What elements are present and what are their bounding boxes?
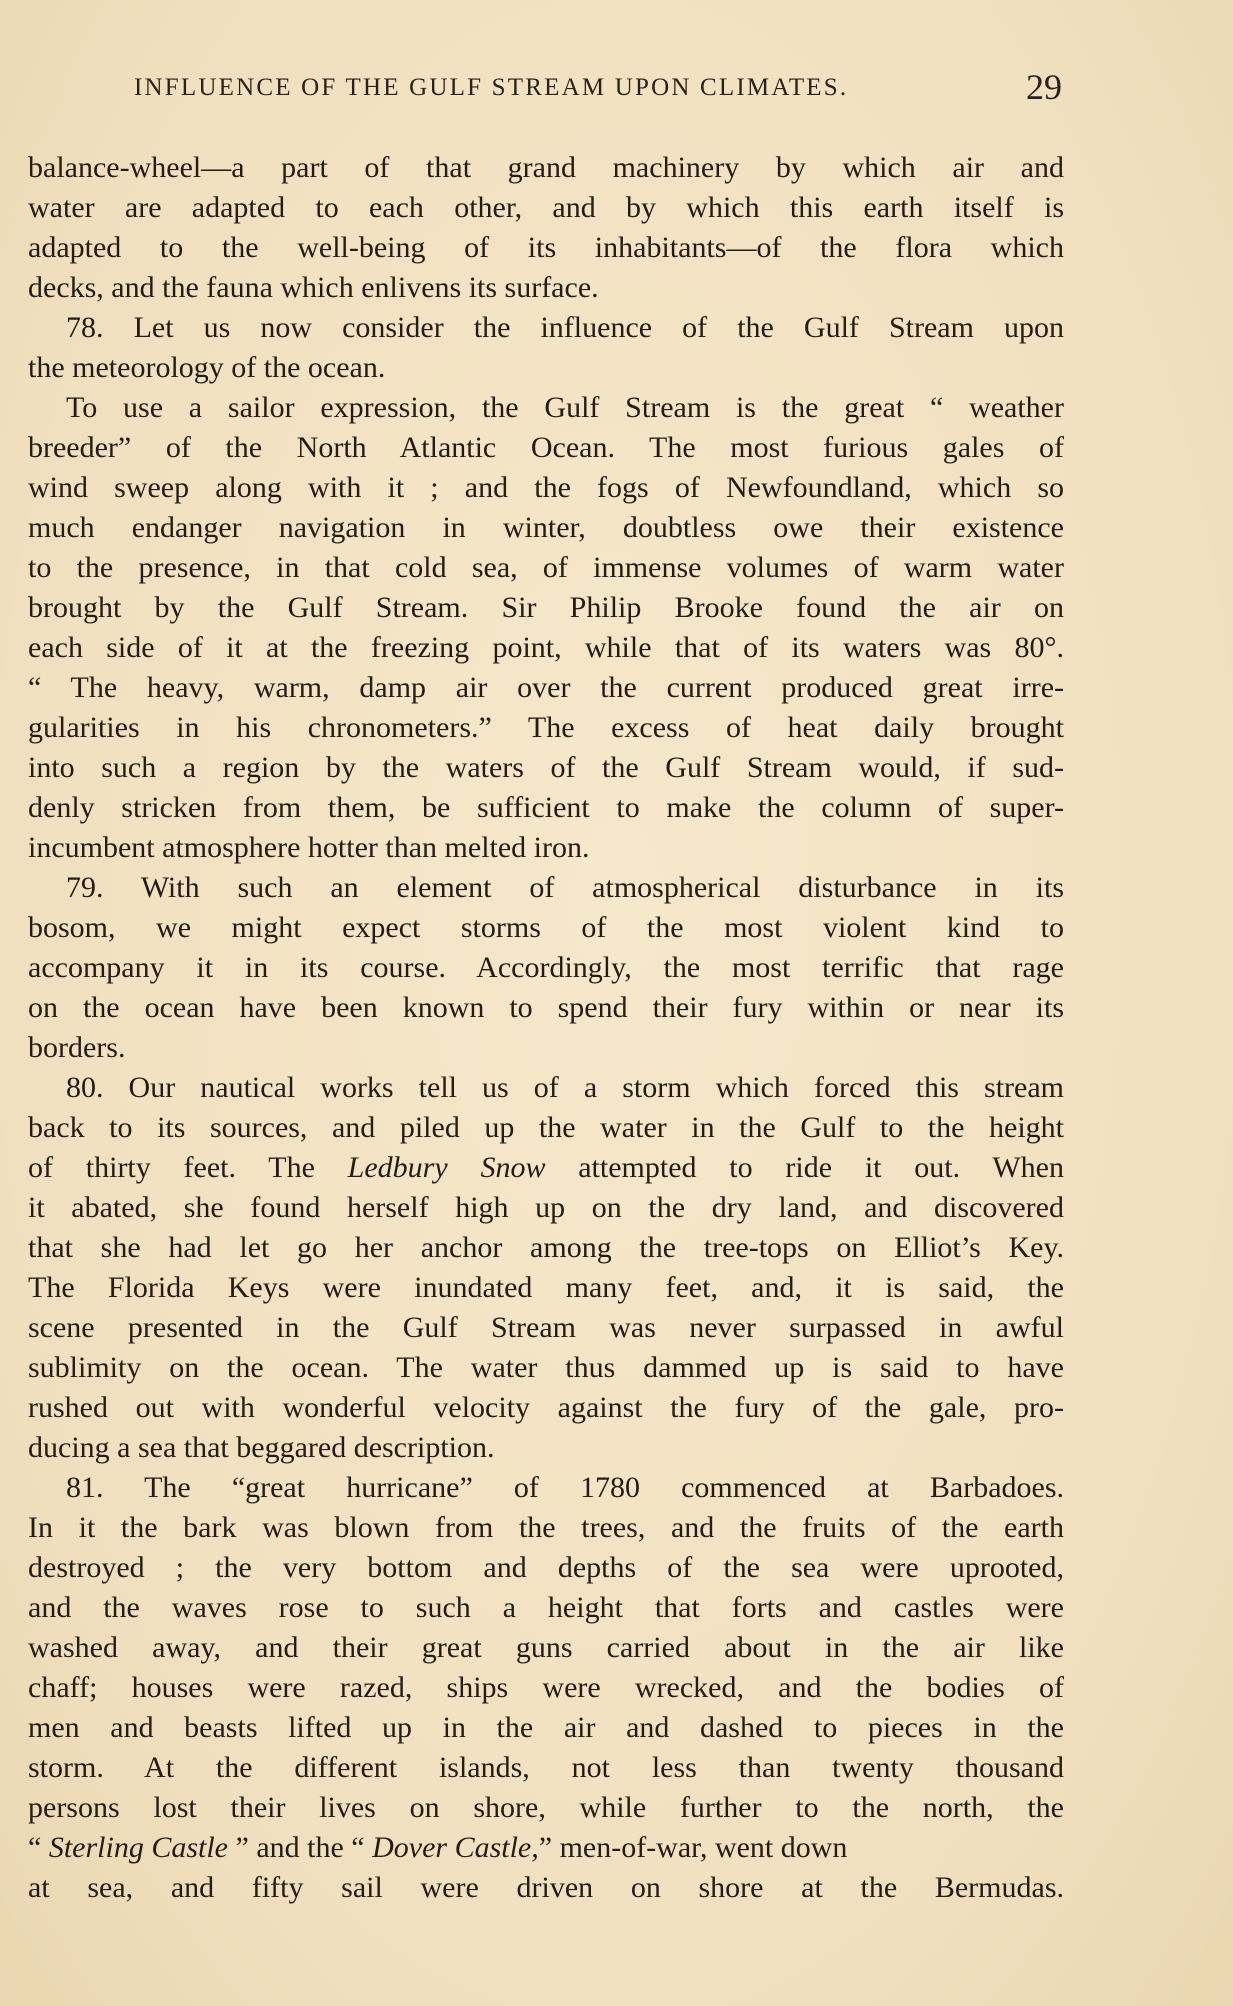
- text-line: [28, 588, 1064, 628]
- text-line: [28, 868, 1064, 908]
- text-line: [28, 668, 1064, 708]
- text-line: [28, 428, 1064, 468]
- text-line: [28, 148, 1064, 188]
- text-segment: “ The heavy, warm, damp air over the current produced great irre-: [28, 671, 1064, 704]
- text-segment: To use a sailor expression, the Gulf Stream is the great “ weather: [66, 391, 1064, 424]
- text-line: [28, 1348, 1064, 1388]
- text-line: [28, 1108, 1064, 1148]
- text-line: [28, 1428, 1064, 1468]
- text-segment: at sea, and fifty sail were driven on shore at the Bermudas.: [28, 1871, 1064, 1904]
- text-segment: bosom, we might expect storms of the most violent kind to: [28, 911, 1064, 944]
- text-segment: scene presented in the Gulf Stream was never surpassed in awful: [28, 1311, 1064, 1344]
- text-line: [28, 308, 1064, 348]
- text-line: [28, 828, 1064, 868]
- text-segment: to the presence, in that cold sea, of immense volumes of warm water: [28, 551, 1064, 584]
- text-segment: 79. With such an element of atmospherical disturbance in its: [66, 871, 1064, 904]
- text-segment: ” men-of-war, went down: [538, 1831, 848, 1864]
- text-segment: gularities in his chronometers.” The excess of heat daily brought: [28, 711, 1064, 744]
- text-segment: adapted to the well-being of its inhabitants—of the flora which: [28, 231, 1064, 264]
- text-segment: The Florida Keys were inundated many feet, and, it is said, the: [28, 1271, 1064, 1304]
- text-segment: that she had let go her anchor among the tree-tops on Elliot’s Key.: [28, 1231, 1064, 1264]
- text-line: [28, 1828, 1064, 1868]
- text-line: [28, 1468, 1064, 1508]
- text-line: [28, 188, 1064, 228]
- text-line: [28, 1148, 1064, 1188]
- text-segment: denly stricken from them, be sufficient to make the column of super-: [28, 791, 1064, 824]
- text-segment: 78. Let us now consider the influence of the Gulf Stream upon: [66, 311, 1064, 344]
- text-line: [28, 1868, 1064, 1908]
- text-line: [28, 708, 1064, 748]
- italic-text: Ledbury Snow: [347, 1151, 546, 1184]
- text-segment: ducing a sea that beggared description.: [28, 1431, 495, 1464]
- text-segment: chaff; houses were razed, ships were wrecked, and the bodies of: [28, 1671, 1064, 1704]
- text-segment: In it the bark was blown from the trees, and the fruits of the earth: [28, 1511, 1064, 1544]
- text-segment: each side of it at the freezing point, while that of its waters was 80°.: [28, 631, 1064, 664]
- text-line: [28, 1308, 1064, 1348]
- text-line: [28, 228, 1064, 268]
- text-line: [28, 468, 1064, 508]
- text-line: [28, 1068, 1064, 1108]
- text-line: [28, 1188, 1064, 1228]
- text-line: [28, 908, 1064, 948]
- text-segment: borders.: [28, 1031, 126, 1064]
- text-line: [28, 1668, 1064, 1708]
- text-segment: into such a region by the waters of the Gulf Stream would, if sud-: [28, 751, 1064, 784]
- text-segment: 81. The “great hurricane” of 1780 commenced at Barbadoes.: [66, 1471, 1064, 1504]
- text-line: [28, 1268, 1064, 1308]
- text-segment: much endanger navigation in winter, doubtless owe their existence: [28, 511, 1064, 544]
- text-line: [28, 948, 1064, 988]
- text-segment: accompany it in its course. Accordingly, the most terrific that rage: [28, 951, 1064, 984]
- text-segment: 80. Our nautical works tell us of a storm which forced this stream: [66, 1071, 1064, 1104]
- text-line: [28, 1508, 1064, 1548]
- text-segment: of thirty feet. The: [28, 1151, 348, 1184]
- text-segment: sublimity on the ocean. The water thus dammed up is said to have: [28, 1351, 1064, 1384]
- text-segment: water are adapted to each other, and by which this earth itself is: [28, 191, 1064, 224]
- text-segment: decks, and the fauna which enlivens its surface.: [28, 271, 599, 304]
- text-segment: brought by the Gulf Stream. Sir Philip Brooke found the air on: [28, 591, 1064, 624]
- text-line: [28, 788, 1064, 828]
- body-text: [28, 148, 1064, 1908]
- text-segment: persons lost their lives on shore, while further to the north, the: [28, 1791, 1064, 1824]
- running-title: INFLUENCE OF THE GULF STREAM UPON CLIMATES.: [134, 74, 849, 101]
- text-line: [28, 628, 1064, 668]
- text-segment: men and beasts lifted up in the air and dashed to pieces in the: [28, 1711, 1064, 1744]
- text-line: [28, 1028, 1064, 1068]
- text-segment: “: [28, 1831, 49, 1864]
- text-line: [28, 508, 1064, 548]
- text-line: [28, 268, 1064, 308]
- text-segment: it abated, she found herself high up on the dry land, and discovered: [28, 1191, 1064, 1224]
- text-line: [28, 988, 1064, 1028]
- text-line: [28, 1228, 1064, 1268]
- text-line: [28, 1588, 1064, 1628]
- text-segment: balance-wheel—a part of that grand machinery by which air and: [28, 151, 1064, 184]
- text-segment: washed away, and their great guns carried about in the air like: [28, 1631, 1064, 1664]
- text-segment: on the ocean have been known to spend their fury within or near its: [28, 991, 1064, 1024]
- text-line: [28, 1388, 1064, 1428]
- text-line: [28, 1628, 1064, 1668]
- text-line: [28, 748, 1064, 788]
- text-line: [28, 1748, 1064, 1788]
- page-header: [134, 66, 1062, 114]
- text-segment: wind sweep along with it ; and the fogs of Newfoundland, which so: [28, 471, 1064, 504]
- text-segment: the meteorology of the ocean.: [28, 351, 386, 384]
- text-segment: rushed out with wonderful velocity against the fury of the gale, pro-: [28, 1391, 1064, 1424]
- text-segment: attempted to ride it out. When: [545, 1151, 1064, 1184]
- text-line: [28, 1708, 1064, 1748]
- text-segment: back to its sources, and piled up the water in the Gulf to the height: [28, 1111, 1064, 1144]
- text-line: [28, 1548, 1064, 1588]
- text-line: [28, 548, 1064, 588]
- text-segment: ” and the “: [228, 1831, 373, 1864]
- italic-text: Sterling Castle: [48, 1831, 228, 1864]
- text-line: [28, 348, 1064, 388]
- text-segment: incumbent atmosphere hotter than melted iron.: [28, 831, 590, 864]
- text-segment: and the waves rose to such a height that forts and castles were: [28, 1591, 1064, 1624]
- text-segment: storm. At the different islands, not less than twenty thousand: [28, 1751, 1064, 1784]
- text-line: [28, 1788, 1064, 1828]
- text-line: [28, 388, 1064, 428]
- text-segment: breeder” of the North Atlantic Ocean. The most furious gales of: [28, 431, 1064, 464]
- text-segment: destroyed ; the very bottom and depths of the sea were uprooted,: [28, 1551, 1064, 1584]
- italic-text: Dover Castle,: [372, 1831, 539, 1864]
- page-number: 29: [1026, 67, 1062, 107]
